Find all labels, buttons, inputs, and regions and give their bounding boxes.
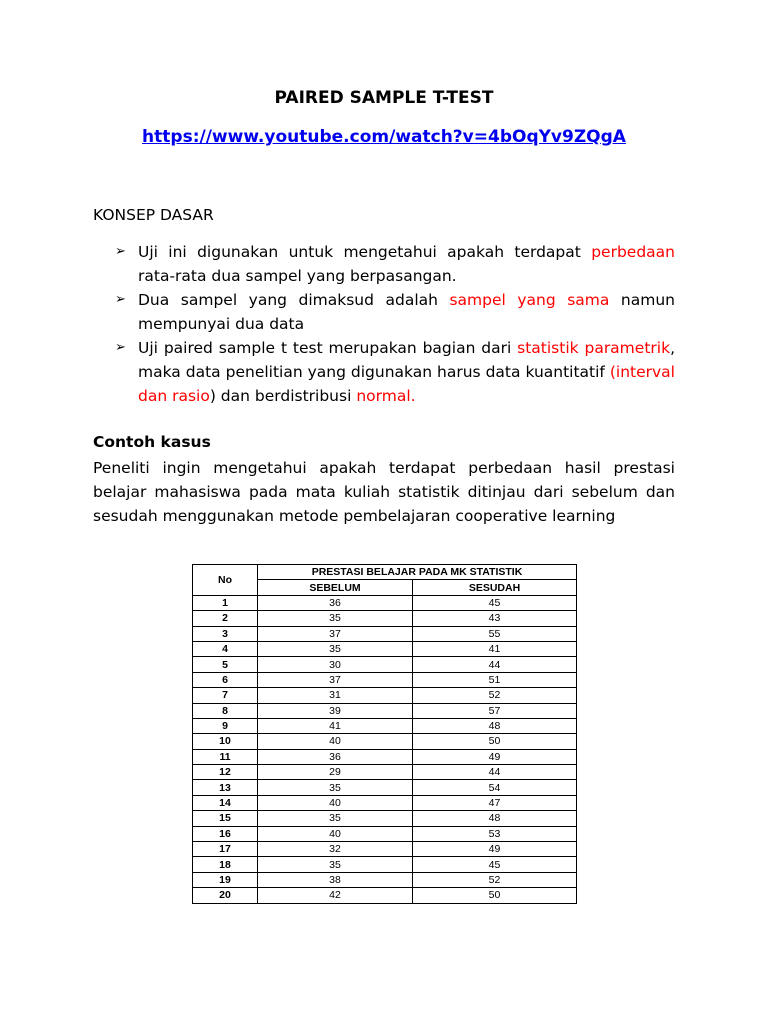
cell-sesudah: 47 [413, 795, 577, 810]
cell-sesudah: 53 [413, 826, 577, 841]
konsep-bullet-list [115, 240, 675, 408]
cell-sebelum: 35 [258, 857, 413, 872]
cell-no: 10 [193, 734, 258, 749]
table-row [193, 626, 577, 641]
cell-sesudah: 55 [413, 626, 577, 641]
cell-no: 7 [193, 688, 258, 703]
cell-no: 14 [193, 795, 258, 810]
column-header-no: No [193, 565, 258, 596]
cell-sesudah: 48 [413, 811, 577, 826]
cell-sebelum: 37 [258, 626, 413, 641]
youtube-link[interactable]: https://www.youtube.com/watch?v=4bOqYv9ZQgA [142, 127, 626, 147]
cell-sebelum: 40 [258, 826, 413, 841]
cell-no: 8 [193, 703, 258, 718]
cell-no: 2 [193, 611, 258, 626]
cell-sebelum: 41 [258, 718, 413, 733]
bullet-item [115, 240, 675, 288]
cell-sebelum: 36 [258, 749, 413, 764]
table-row [193, 857, 577, 872]
cell-sebelum: 39 [258, 703, 413, 718]
arrow-bullet-icon: ➢ [115, 340, 126, 355]
cell-sebelum: 35 [258, 811, 413, 826]
cell-sebelum: 32 [258, 842, 413, 857]
table-row [193, 672, 577, 687]
table-row [193, 811, 577, 826]
cell-no: 15 [193, 811, 258, 826]
table-row [193, 780, 577, 795]
youtube-link-container [0, 127, 768, 147]
table-row [193, 872, 577, 887]
bullet-text: Uji ini digunakan untuk mengetahui apakah terdapat [138, 243, 592, 261]
arrow-bullet-icon: ➢ [115, 292, 126, 307]
table-row [193, 718, 577, 733]
cell-sesudah: 44 [413, 765, 577, 780]
table-row [193, 826, 577, 841]
bullet-text: Dua sampel yang dimaksud adalah [138, 291, 450, 309]
cell-sebelum: 30 [258, 657, 413, 672]
cell-sesudah: 48 [413, 718, 577, 733]
cell-sesudah: 49 [413, 842, 577, 857]
cell-sesudah: 41 [413, 641, 577, 656]
cell-sesudah: 52 [413, 872, 577, 887]
cell-sesudah: 51 [413, 672, 577, 687]
cell-no: 20 [193, 888, 258, 903]
table-row [193, 657, 577, 672]
cell-no: 3 [193, 626, 258, 641]
bullet-text: rata-rata dua sampel yang berpasangan. [138, 267, 457, 285]
arrow-bullet-icon: ➢ [115, 244, 126, 259]
cell-sesudah: 52 [413, 688, 577, 703]
group-header: PRESTASI BELAJAR PADA MK STATISTIK [258, 565, 577, 580]
bullet-item [115, 336, 675, 408]
cell-sesudah: 50 [413, 734, 577, 749]
cell-sebelum: 42 [258, 888, 413, 903]
data-table [192, 564, 577, 904]
cell-sebelum: 40 [258, 795, 413, 810]
cell-sesudah: 44 [413, 657, 577, 672]
highlight-text: statistik parametrik [517, 339, 671, 357]
cell-no: 1 [193, 595, 258, 610]
column-header-sebelum: SEBELUM [258, 580, 413, 595]
cell-sebelum: 31 [258, 688, 413, 703]
table-row [193, 611, 577, 626]
column-header-sesudah: SESUDAH [413, 580, 577, 595]
cell-sebelum: 40 [258, 734, 413, 749]
cell-no: 6 [193, 672, 258, 687]
cell-sebelum: 37 [258, 672, 413, 687]
cell-sebelum: 36 [258, 595, 413, 610]
contoh-kasus-heading: Contoh kasus [93, 433, 211, 451]
cell-sesudah: 43 [413, 611, 577, 626]
bullet-item [115, 288, 675, 336]
cell-no: 11 [193, 749, 258, 764]
konsep-dasar-heading: KONSEP DASAR [93, 206, 214, 224]
highlight-text: sampel yang sama [449, 291, 610, 309]
table-row [193, 795, 577, 810]
bullet-text: , maka data penelitian yang digunakan harus data kuantitatif [138, 339, 675, 381]
bullet-text: ) dan berdistribusi [209, 387, 357, 405]
cell-sesudah: 45 [413, 857, 577, 872]
cell-sebelum: 29 [258, 765, 413, 780]
document-title: PAIRED SAMPLE T-TEST [274, 88, 494, 108]
table-row [193, 641, 577, 656]
table-row [193, 703, 577, 718]
cell-no: 5 [193, 657, 258, 672]
cell-no: 9 [193, 718, 258, 733]
cell-sesudah: 45 [413, 595, 577, 610]
cell-sebelum: 35 [258, 611, 413, 626]
cell-no: 13 [193, 780, 258, 795]
cell-no: 4 [193, 641, 258, 656]
table-row [193, 595, 577, 610]
table-row [193, 749, 577, 764]
highlight-text: perbedaan [591, 243, 675, 261]
table-row [193, 842, 577, 857]
cell-sesudah: 54 [413, 780, 577, 795]
table-body [193, 595, 577, 903]
cell-no: 12 [193, 765, 258, 780]
cell-no: 16 [193, 826, 258, 841]
cell-sesudah: 50 [413, 888, 577, 903]
bullet-text: Uji paired sample t test merupakan bagian dari [138, 339, 518, 357]
cell-no: 18 [193, 857, 258, 872]
table-row [193, 765, 577, 780]
cell-no: 19 [193, 872, 258, 887]
contoh-kasus-text: Peneliti ingin mengetahui apakah terdapat perbedaan hasil prestasi belajar mahasiswa pada mata kuliah statistik ditinjau dari sebelum dan sesudah menggunakan metode pembelajaran cooperative learning [93, 459, 675, 525]
cell-sesudah: 49 [413, 749, 577, 764]
cell-sebelum: 35 [258, 641, 413, 656]
highlight-text: normal. [356, 387, 416, 405]
cell-no: 17 [193, 842, 258, 857]
table-row [193, 888, 577, 903]
bullet-text: namun mempunyai dua data [138, 291, 675, 333]
table-row [193, 688, 577, 703]
highlight-text: (interval dan rasio [138, 363, 675, 405]
cell-sebelum: 35 [258, 780, 413, 795]
table-row [193, 734, 577, 749]
cell-sebelum: 38 [258, 872, 413, 887]
cell-sesudah: 57 [413, 703, 577, 718]
